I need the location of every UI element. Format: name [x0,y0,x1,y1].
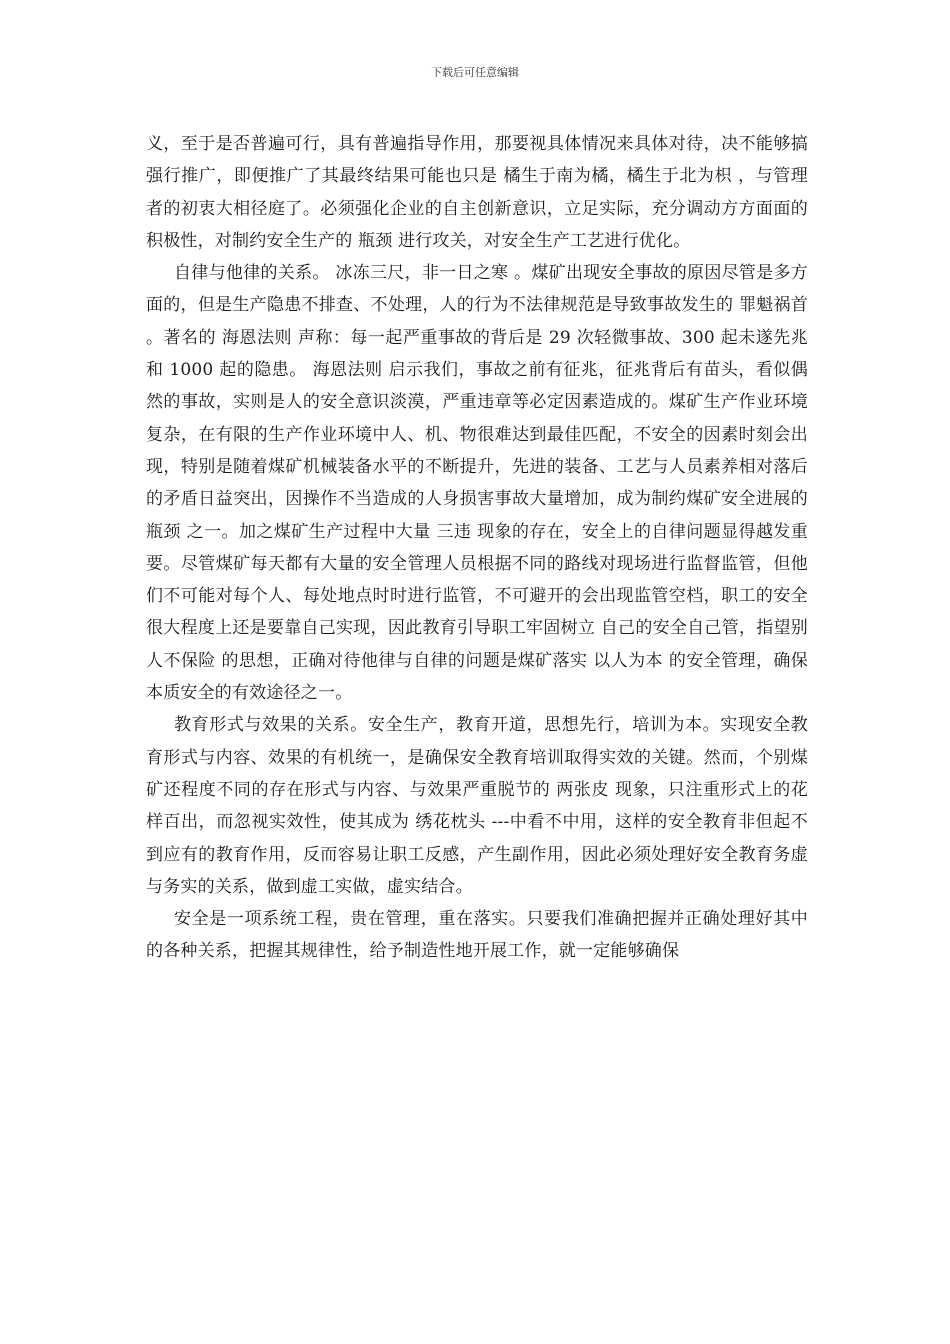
paragraph-conclusion: 安全是一项系统工程，贵在管理，重在落实。只要我们准确把握并正确处理好其中的各种关系，把握其规律性，给予制造性地开展工作，就一定能够确保 [146,909,808,962]
paragraph-self-discipline: 自律与他律的关系。 冰冻三尺，非一日之寒 。煤矿出现安全事故的原因尽管是多方面的，但是生产隐患不排查、不处理，人的行为不法律规范是导致事故发生的 罪魁祸首 。著名的 海恩法则 声称：每一起严重事故的背后是 29 次轻微事故、300 起未遂先兆和 1000 起的隐患。 海恩法则 启示我们，事故之前有征兆，征兆背后有苗头，看似偶然的事故，实则是人的安全意识淡漠，严重违章等必定因素造成的。煤矿生产作业环境复杂，在有限的生产作业环境中人、机、物很难达到最佳匹配，不安全的因素时刻会出现，特别是随着煤矿机械装备水平的不断提升，先进的装备、工艺与人员素养相对落后的矛盾日益突出，因操作不当造成的人身损害事故大量增加，成为制约煤矿安全进展的 瓶颈 之一。加之煤矿生产过程中大量 三违 现象的存在，安全上的自律问题显得越发重要。尽管煤矿每天都有大量的安全管理人员根据不同的路线对现场进行监督监管，但他们不可能对每个人、每处地点时时进行监管，不可避开的会出现监管空档，职工的安全很大程度上还是要靠自己实现，因此教育引导职工牢固树立 自己的安全自己管，指望别人不保险 的思想，正确对待他律与自律的问题是煤矿落实 以人为本 的安全管理，确保本质安全的有效途径之一。 [146,263,808,704]
paragraph-education: 教育形式与效果的关系。安全生产，教育开道，思想先行，培训为本。实现安全教育形式与内容、效果的有机统一，是确保安全教育培训取得实效的关键。然而，个别煤矿还程度不同的存在形式与内容、与效果严重脱节的 两张皮 现象，只注重形式上的花样百出，而忽视实效性，使其成为 绣花枕头 ---中看不中用，这样的安全教育非但起不到应有的教育作用，反而容易让职工反感，产生副作用，因此必须处理好安全教育务虚与务实的关系，做到虚工实做，虚实结合。 [146,715,808,897]
page-header: 下载后可任意编辑 [431,66,519,79]
paragraph-continuation: 义，至于是否普遍可行，具有普遍指导作用，那要视具体情况来具体对待，决不能够搞强行推广，即便推广了其最终结果可能也只是 橘生于南为橘，橘生于北为枳 ，与管理者的初衷大相径庭了。必须强化企业的自主创新意识，立足实际，充分调动方方面面的积极性，对制约安全生产的 瓶颈 进行攻关，对安全生产工艺进行优化。 [146,134,808,251]
document-body [146,128,808,968]
